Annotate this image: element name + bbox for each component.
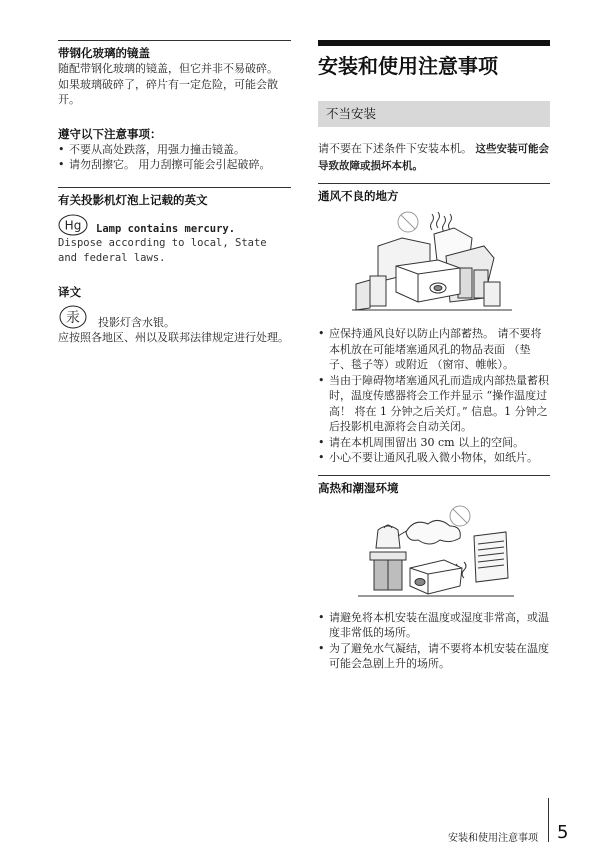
- list-item: • 为了避免水气凝结，请不要将本机安装在温度可能会急剧上升的场所。: [318, 641, 550, 672]
- cn-line-2: 应按照各地区、州以及联邦法律规定进行处理。: [58, 330, 289, 344]
- right-column: [318, 40, 550, 672]
- ventilation-list: [318, 326, 550, 466]
- translation-heading: 译文: [58, 284, 81, 299]
- gong-label-row: [58, 304, 291, 330]
- list-item: • 小心不要让通风孔吸入微小物体，如纸片。: [318, 450, 550, 466]
- ventilation-heading: 通风不良的地方: [318, 183, 550, 204]
- mercury-symbol-text: 汞: [66, 309, 80, 326]
- cn-line-1: 投影灯含水银。: [98, 315, 175, 329]
- glass-heading: 带钢化玻璃的镜盖: [58, 40, 291, 61]
- footer-divider: [548, 798, 549, 842]
- english-line-2: Dispose according to local, State and federal laws.: [58, 236, 267, 264]
- section-subtitle: 不当安装: [318, 101, 550, 127]
- left-column: [58, 40, 291, 345]
- precautions-list: [58, 142, 291, 173]
- precautions-heading: 遵守以下注意事项：: [58, 126, 162, 141]
- list-item: • 应保持通风良好以防止内部蓄热。 请不要将本机放在可能堵塞通风孔的物品表面 （垫子、毯子等）或附近 （窗帘、帷帐）。: [318, 326, 550, 373]
- footer-section-title: 安装和使用注意事项: [448, 833, 538, 844]
- list-item: • 请勿刮擦它。 用力刮擦可能会引起破碎。: [58, 157, 291, 173]
- hg-label-row: [58, 214, 291, 236]
- heat-humidity-illustration-icon: [344, 502, 524, 602]
- glass-text: 随配带钢化玻璃的镜盖，但它并非不易破碎。 如果玻璃破碎了，碎片有一定危险，可能会散开。: [58, 62, 278, 106]
- list-item: • 不要从高处跌落，用强力撞击镜盖。: [58, 142, 291, 158]
- list-item: • 请避免将本机安装在温度或湿度非常高，或温度非常低的场所。: [318, 610, 550, 641]
- page-number: 5: [557, 822, 569, 843]
- hg-symbol-icon: [58, 214, 88, 236]
- page-title: 安装和使用注意事项: [318, 40, 550, 79]
- mercury-symbol-icon: [58, 304, 90, 330]
- ventilation-illustration-icon: [334, 210, 534, 318]
- intro-strong: 这些安装可能会导致故障或损坏本机。: [318, 143, 549, 172]
- intro-text: [318, 141, 550, 174]
- lamp-heading: 有关投影机灯泡上记载的英文: [58, 187, 291, 208]
- heat-heading: 高热和潮湿环境: [318, 475, 550, 496]
- list-item: • 当由于障碍物堵塞通风孔而造成内部热量蓄积时，温度传感器将会工作并显示 “操作温度过高！ 将在 1 分钟之后关灯。” 信息。1 分钟之后投影机电源将会自动关闭。: [318, 373, 550, 435]
- hg-symbol-text: Hg: [64, 218, 82, 232]
- heat-list: [318, 610, 550, 672]
- list-item: • 请在本机周围留出 30 cm 以上的空间。: [318, 435, 550, 451]
- intro-plain: 请不要在下述条件下安装本机。: [318, 142, 472, 155]
- english-line-1: Lamp contains mercury.: [96, 222, 236, 235]
